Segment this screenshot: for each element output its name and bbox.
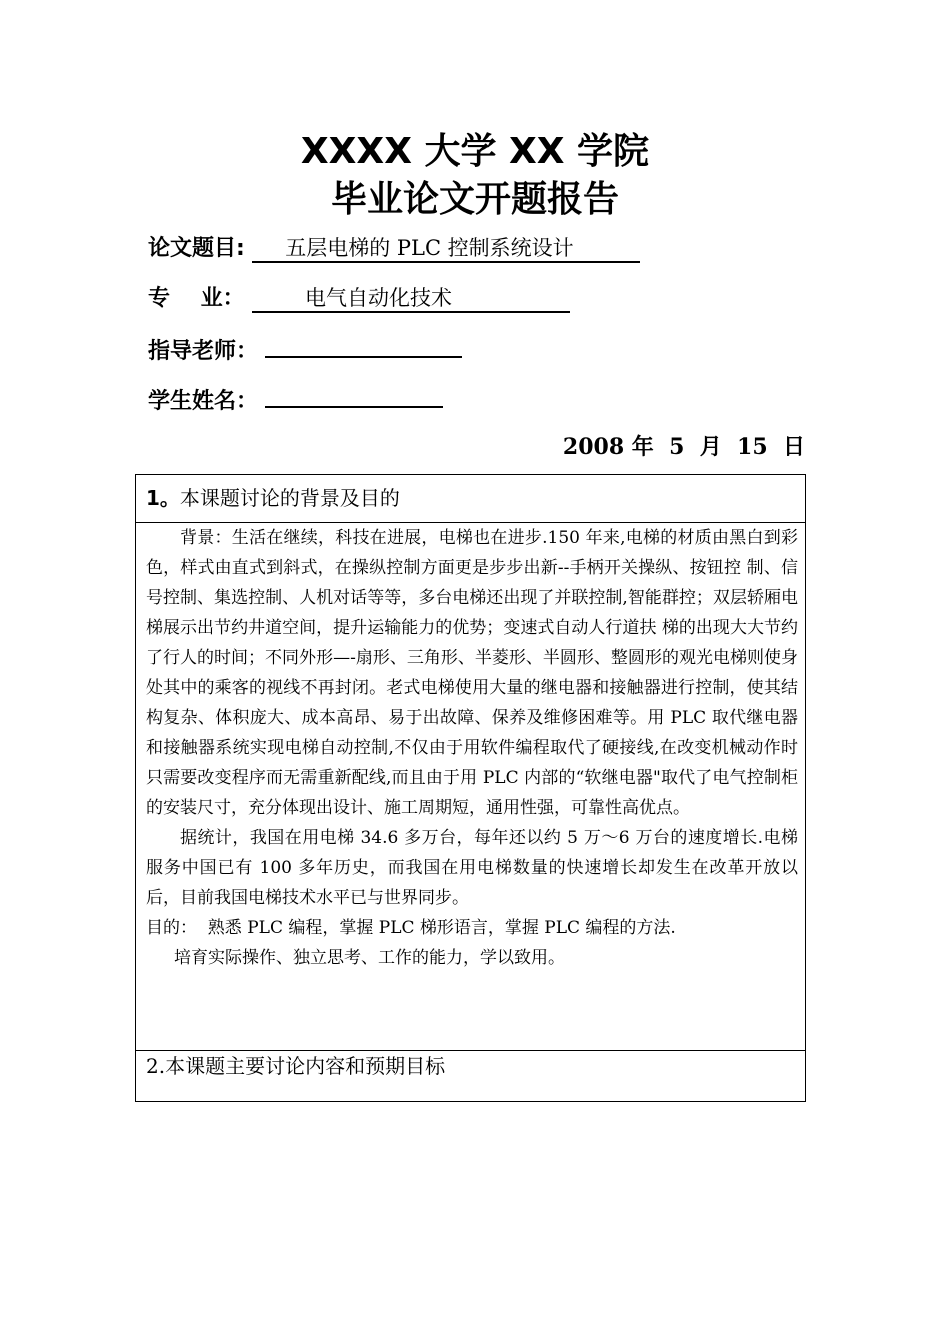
major-value: 电气自动化技术 xyxy=(252,285,570,313)
report-date: 2008 年 5 月 15 日 xyxy=(562,434,805,460)
student-label: 学生姓名： xyxy=(148,389,259,414)
advisor-value xyxy=(265,334,462,358)
section-1-header xyxy=(136,475,805,523)
major-field xyxy=(148,284,570,314)
document-subtitle: 毕业论文开题报告 xyxy=(330,179,619,220)
thesis-topic-value: 五层电梯的 PLC 控制系统设计 xyxy=(252,235,640,263)
background-paragraph: 背景：生活在继续，科技在进展，电梯也在进步.150 年来,电梯的材质由黑白到彩色，样式由直式到斜式，在操纵控制方面更是步步出新--手柄开关操纵、按钮控 制、信号控制、集选控制、人机对话等等，多台电梯还出现了并联控制,智能群控；双层轿厢电梯展示出节约井道空间，提升运输能力的优势；变速式自动人行道扶 梯的出现大大节约了行人的时间；不同外形—-扇形、三角形、半菱形、半圆形、整圆形的观光电梯则使身处其中的乘客的视线不再封闭。老式电梯使用大量的继电器和接触器进行控制，使其结构复杂、体积庞大、成本高昂、易于出故障、保养及维修困难等。用 PLC 取代继电器和接触器系统实现电梯自动控制,不仅由于用软件编程取代了硬接线,在改变机械动作时只需要改变程序而无需重新配线,而且由于用 PLC 内部的“软继电器"取代了电气控制柜的安装尺寸，充分体现出设计、施工周期短，通用性强，可靠性高优点。 xyxy=(146,528,798,818)
advisor-field xyxy=(148,334,462,367)
document-title: XXXX 大学 XX 学院 xyxy=(300,131,650,172)
section-1-number: 1。 xyxy=(146,486,180,510)
section-2-heading: 2.本课题主要讨论内容和预期目标 xyxy=(146,1054,446,1078)
section-1-body xyxy=(146,523,798,973)
advisor-label: 指导老师： xyxy=(148,339,259,364)
section-2-divider xyxy=(136,1050,805,1051)
student-value xyxy=(265,384,443,408)
statistics-paragraph: 据统计，我国在用电梯 34.6 多万台，每年还以约 5 万～6 万台的速度增长.电梯服务中国已有 100 多年历史，而我国在用电梯数量的快速增长却发生在改革开放以后，目前我国电梯技术水平已与世界同步。 xyxy=(146,828,798,908)
goal-label: 目的： xyxy=(146,918,197,938)
section-1-heading xyxy=(146,485,400,511)
student-field xyxy=(148,384,443,417)
thesis-topic-field xyxy=(148,234,640,264)
goal-line-1 xyxy=(146,913,798,943)
section-1-title: 本课题讨论的背景及目的 xyxy=(179,486,400,510)
thesis-topic-label: 论文题目: xyxy=(148,236,245,261)
major-label: 专 业： xyxy=(148,286,245,311)
report-table xyxy=(135,474,806,1102)
goal-line-2: 培育实际操作、独立思考、工作的能力，学以致用。 xyxy=(174,948,565,968)
goal-text-1: 熟悉 PLC 编程，掌握 PLC 梯形语言，掌握 PLC 编程的方法. xyxy=(197,918,676,938)
